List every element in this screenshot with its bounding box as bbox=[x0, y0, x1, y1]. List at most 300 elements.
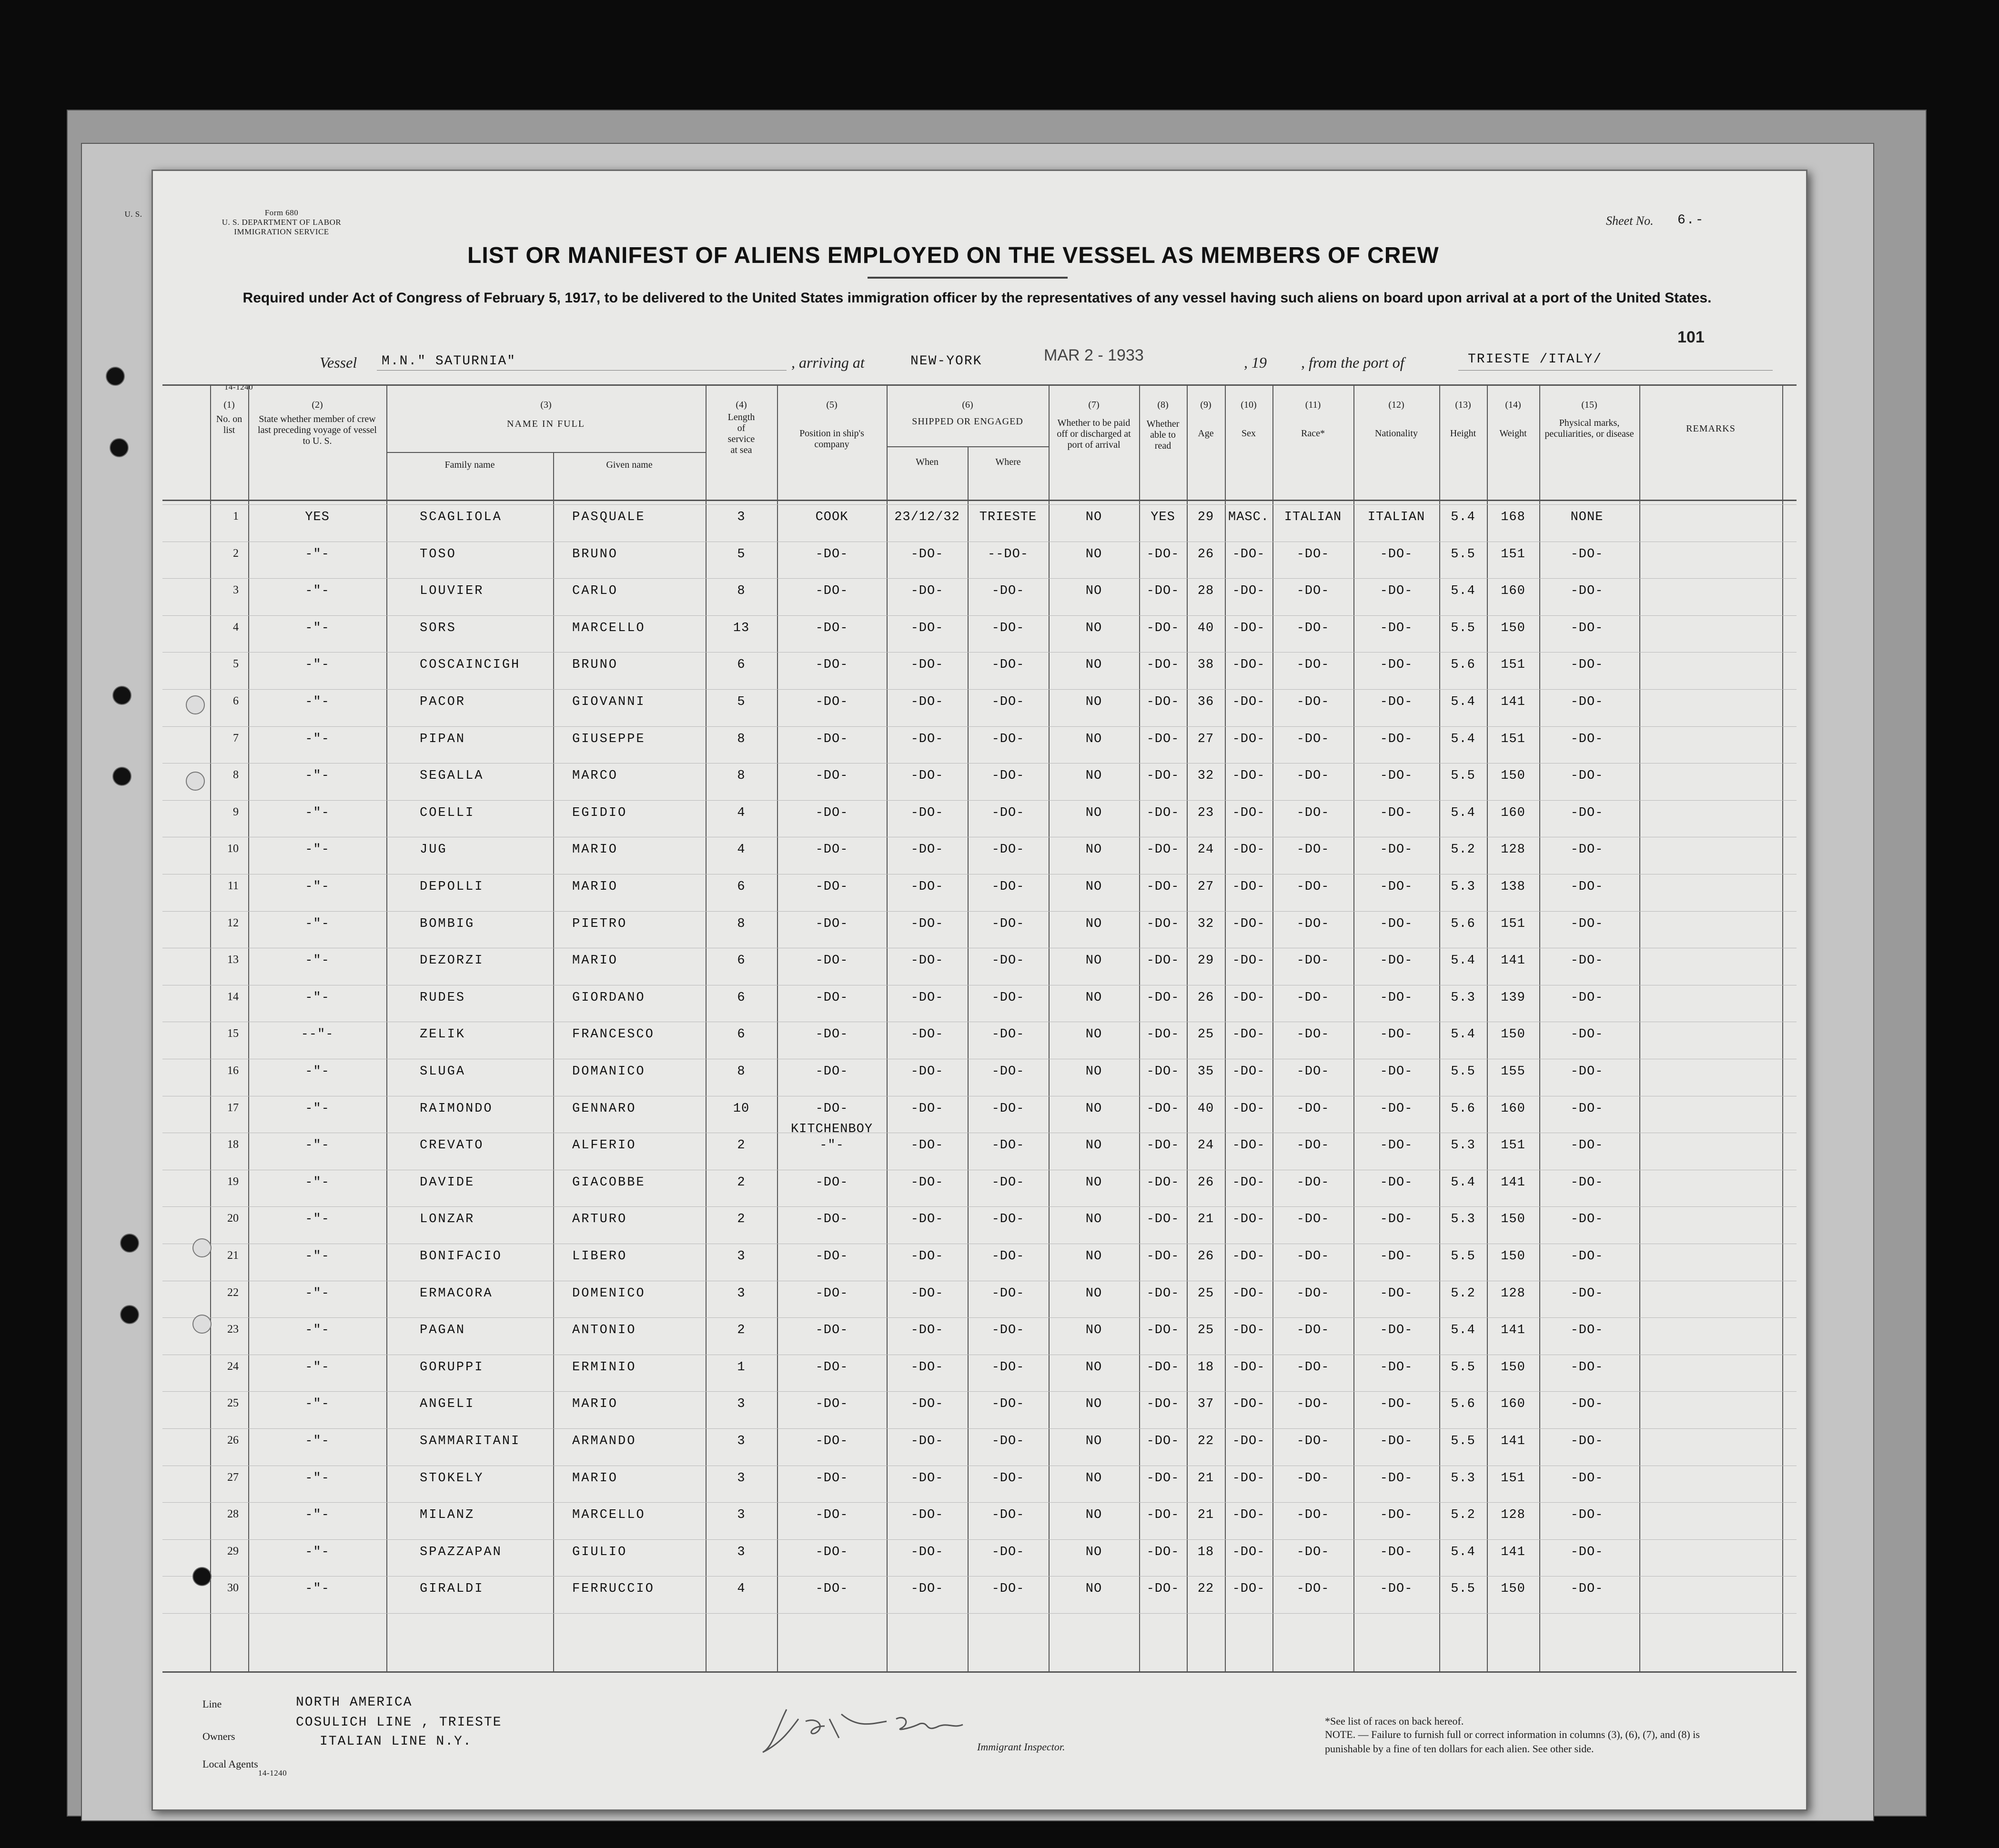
position-cell: -DO- bbox=[815, 805, 848, 820]
service-cell: 3 bbox=[737, 1434, 746, 1448]
col13-number: (13) bbox=[1455, 400, 1471, 410]
row-number: 9 bbox=[233, 805, 239, 818]
ledger-rule bbox=[162, 1206, 1797, 1207]
family-name-cell: ERMACORA bbox=[420, 1286, 493, 1301]
column-divider bbox=[1187, 384, 1188, 1671]
given-name-cell: GIOVANNI bbox=[572, 695, 646, 709]
footer-print-code: 14-1240 bbox=[258, 1768, 287, 1778]
race-cell: -DO- bbox=[1296, 695, 1330, 709]
binder-hole bbox=[186, 772, 205, 791]
when-cell: -DO- bbox=[910, 954, 944, 968]
where-cell: -DO- bbox=[991, 1249, 1025, 1264]
row-number: 2 bbox=[233, 547, 239, 560]
read-cell: -DO- bbox=[1146, 1212, 1180, 1227]
row-number: 23 bbox=[227, 1323, 239, 1336]
prev-cell: -"- bbox=[305, 584, 330, 599]
col2-number: (2) bbox=[312, 400, 323, 410]
nationality-cell: -DO- bbox=[1380, 695, 1413, 709]
read-cell: -DO- bbox=[1146, 843, 1180, 857]
prev-cell: -"- bbox=[305, 880, 330, 894]
service-cell: 3 bbox=[737, 1286, 746, 1301]
sex-cell: -DO- bbox=[1232, 916, 1265, 931]
when-cell: 23/12/32 bbox=[894, 510, 960, 524]
race-cell: -DO- bbox=[1296, 547, 1330, 562]
weight-cell: 168 bbox=[1501, 510, 1525, 524]
prev-cell: -"- bbox=[305, 1508, 330, 1523]
owners-label: Owners bbox=[202, 1730, 235, 1742]
vessel-name: M.N." SATURNIA" bbox=[382, 354, 516, 369]
col15-number: (15) bbox=[1581, 400, 1597, 410]
row-number: 7 bbox=[233, 732, 239, 744]
given-name-cell: DOMENICO bbox=[572, 1286, 646, 1301]
paid-cell: NO bbox=[1085, 1138, 1102, 1153]
paid-cell: NO bbox=[1085, 732, 1102, 746]
paid-cell: NO bbox=[1085, 1545, 1102, 1559]
height-cell: 5.5 bbox=[1451, 1065, 1475, 1079]
race-cell: ITALIAN bbox=[1284, 510, 1342, 524]
sex-cell: -DO- bbox=[1232, 1286, 1265, 1301]
height-cell: 5.2 bbox=[1451, 1286, 1475, 1301]
when-cell: -DO- bbox=[910, 1508, 944, 1523]
when-cell: -DO- bbox=[910, 732, 944, 746]
given-name-cell: FRANCESCO bbox=[572, 1027, 655, 1042]
height-cell: 5.5 bbox=[1451, 1434, 1475, 1448]
age-cell: 32 bbox=[1197, 769, 1214, 783]
marks-cell: NONE bbox=[1570, 510, 1604, 524]
vessel-label: Vessel bbox=[320, 354, 357, 371]
where-cell: -DO- bbox=[991, 1175, 1025, 1190]
age-cell: 24 bbox=[1197, 843, 1214, 857]
position-cell: -DO- bbox=[815, 1101, 848, 1116]
height-cell: 5.5 bbox=[1451, 1582, 1475, 1597]
paid-cell: NO bbox=[1085, 1175, 1102, 1190]
line-value: NORTH AMERICA bbox=[296, 1695, 413, 1710]
read-cell: -DO- bbox=[1146, 1286, 1180, 1301]
weight-cell: 160 bbox=[1501, 805, 1525, 820]
remarks-header: REMARKS bbox=[1686, 423, 1736, 434]
when-cell: -DO- bbox=[910, 769, 944, 783]
where-cell: -DO- bbox=[991, 695, 1025, 709]
where-header: Where bbox=[995, 457, 1021, 467]
paid-cell: NO bbox=[1085, 954, 1102, 968]
sex-cell: -DO- bbox=[1232, 843, 1265, 857]
sex-cell: -DO- bbox=[1232, 621, 1265, 635]
family-name-cell: SORS bbox=[420, 621, 456, 635]
when-cell: -DO- bbox=[910, 1286, 944, 1301]
marks-cell: -DO- bbox=[1570, 732, 1604, 746]
read-cell: -DO- bbox=[1146, 547, 1180, 562]
manifest-page bbox=[151, 170, 1807, 1811]
family-name-cell: JUG bbox=[420, 843, 447, 857]
service-cell: 4 bbox=[737, 1582, 746, 1597]
where-cell: --DO- bbox=[987, 547, 1029, 562]
sex-cell: -DO- bbox=[1232, 1065, 1265, 1079]
from-port-line bbox=[1458, 370, 1773, 371]
family-name-cell: PIPAN bbox=[420, 732, 466, 746]
age-cell: 18 bbox=[1197, 1360, 1214, 1375]
marks-cell: -DO- bbox=[1570, 916, 1604, 931]
when-cell: -DO- bbox=[910, 1434, 944, 1448]
service-cell: 8 bbox=[737, 916, 746, 931]
age-cell: 29 bbox=[1197, 954, 1214, 968]
column-divider bbox=[887, 384, 888, 1671]
row-number: 25 bbox=[227, 1397, 239, 1410]
col7-header: Whether to be paid off or discharged at port of arrival bbox=[1057, 418, 1131, 450]
marks-cell: -DO- bbox=[1570, 1508, 1604, 1523]
family-name-cell: GORUPPI bbox=[420, 1360, 484, 1375]
weight-cell: 141 bbox=[1501, 1434, 1525, 1448]
race-cell: -DO- bbox=[1296, 1508, 1330, 1523]
service-cell: 6 bbox=[737, 880, 746, 894]
paid-cell: NO bbox=[1085, 695, 1102, 709]
arrival-date-stamp: MAR 2 - 1933 bbox=[1044, 346, 1144, 364]
ledger-rule bbox=[162, 578, 1797, 579]
marks-cell: -DO- bbox=[1570, 1582, 1604, 1597]
prev-cell: -"- bbox=[305, 1545, 330, 1559]
race-cell: -DO- bbox=[1296, 1175, 1330, 1190]
paid-cell: NO bbox=[1085, 1212, 1102, 1227]
binder-hole bbox=[192, 1238, 212, 1257]
weight-cell: 151 bbox=[1501, 916, 1525, 931]
race-cell: -DO- bbox=[1296, 1471, 1330, 1486]
nationality-cell: -DO- bbox=[1380, 1360, 1413, 1375]
height-cell: 5.6 bbox=[1451, 1397, 1475, 1412]
row-number: 18 bbox=[227, 1138, 239, 1151]
weight-cell: 141 bbox=[1501, 1175, 1525, 1190]
family-name-cell: PACOR bbox=[420, 695, 466, 709]
marks-cell: -DO- bbox=[1570, 1545, 1604, 1559]
prev-cell: -"- bbox=[305, 658, 330, 673]
read-cell: -DO- bbox=[1146, 1582, 1180, 1597]
service-cell: 3 bbox=[737, 1471, 746, 1486]
where-cell: -DO- bbox=[991, 990, 1025, 1005]
position-cell: -DO- bbox=[815, 1434, 848, 1448]
row-number: 21 bbox=[227, 1249, 239, 1262]
ledger-rule bbox=[162, 726, 1797, 727]
col5-number: (5) bbox=[826, 400, 838, 410]
given-name-cell: LIBERO bbox=[572, 1249, 627, 1264]
race-cell: -DO- bbox=[1296, 1065, 1330, 1079]
marks-cell: -DO- bbox=[1570, 1249, 1604, 1264]
paid-cell: NO bbox=[1085, 990, 1102, 1005]
marks-cell: -DO- bbox=[1570, 843, 1604, 857]
given-name-cell: MARIO bbox=[572, 843, 618, 857]
height-cell: 5.2 bbox=[1451, 843, 1475, 857]
nationality-cell: -DO- bbox=[1380, 880, 1413, 894]
height-cell: 5.4 bbox=[1451, 1545, 1475, 1559]
row-number: 22 bbox=[227, 1286, 239, 1299]
where-cell: -DO- bbox=[991, 1212, 1025, 1227]
form-number: Form 680 U. S. DEPARTMENT OF LABOR IMMIGRATION SERVICE bbox=[222, 208, 342, 236]
weight-cell: 150 bbox=[1501, 1249, 1525, 1264]
paid-cell: NO bbox=[1085, 805, 1102, 820]
position-cell: -DO- bbox=[815, 916, 848, 931]
age-cell: 25 bbox=[1197, 1323, 1214, 1338]
family-name-cell: BONIFACIO bbox=[420, 1249, 502, 1264]
where-cell: -DO- bbox=[991, 1434, 1025, 1448]
local-agents-label: Local Agents bbox=[202, 1758, 258, 1770]
weight-cell: 151 bbox=[1501, 1138, 1525, 1153]
nationality-cell: -DO- bbox=[1380, 1212, 1413, 1227]
sex-cell: -DO- bbox=[1232, 1397, 1265, 1412]
race-cell: -DO- bbox=[1296, 1249, 1330, 1264]
service-cell: 2 bbox=[737, 1175, 746, 1190]
height-cell: 5.3 bbox=[1451, 1471, 1475, 1486]
age-cell: 25 bbox=[1197, 1027, 1214, 1042]
age-cell: 27 bbox=[1197, 732, 1214, 746]
family-name-header: Family name bbox=[444, 460, 495, 470]
where-cell: -DO- bbox=[991, 658, 1025, 673]
service-cell: 4 bbox=[737, 843, 746, 857]
nationality-cell: -DO- bbox=[1380, 990, 1413, 1005]
read-cell: -DO- bbox=[1146, 1138, 1180, 1153]
given-name-cell: ALFERIO bbox=[572, 1138, 636, 1153]
row-number: 17 bbox=[227, 1101, 239, 1114]
when-cell: -DO- bbox=[910, 805, 944, 820]
read-cell: -DO- bbox=[1146, 1545, 1180, 1559]
paid-cell: NO bbox=[1085, 843, 1102, 857]
row-number: 29 bbox=[227, 1545, 239, 1557]
position-cell: -DO- bbox=[815, 1360, 848, 1375]
sex-cell: -DO- bbox=[1232, 990, 1265, 1005]
read-cell: YES bbox=[1151, 510, 1175, 524]
vessel-line bbox=[377, 370, 787, 371]
given-name-cell: MARIO bbox=[572, 880, 618, 894]
prev-cell: -"- bbox=[305, 1286, 330, 1301]
paid-cell: NO bbox=[1085, 1582, 1102, 1597]
service-cell: 6 bbox=[737, 658, 746, 673]
sex-cell: -DO- bbox=[1232, 1101, 1265, 1116]
height-cell: 5.3 bbox=[1451, 1212, 1475, 1227]
age-cell: 22 bbox=[1197, 1434, 1214, 1448]
col2-header: State whether member of crew last preceding voyage of vessel to U. S. bbox=[258, 414, 377, 446]
age-cell: 26 bbox=[1197, 990, 1214, 1005]
marks-cell: -DO- bbox=[1570, 990, 1604, 1005]
race-cell: -DO- bbox=[1296, 1360, 1330, 1375]
sex-cell: -DO- bbox=[1232, 547, 1265, 562]
row-number: 13 bbox=[227, 954, 239, 966]
prev-cell: --"- bbox=[301, 1027, 334, 1042]
prev-cell: -"- bbox=[305, 1212, 330, 1227]
given-name-header: Given name bbox=[606, 460, 653, 470]
position-cell: -DO- bbox=[815, 1286, 848, 1301]
nationality-cell: -DO- bbox=[1380, 621, 1413, 635]
row-number: 16 bbox=[227, 1065, 239, 1077]
given-name-cell: EGIDIO bbox=[572, 805, 627, 820]
col9-number: (9) bbox=[1200, 400, 1212, 410]
given-name-cell: GIULIO bbox=[572, 1545, 627, 1559]
read-cell: -DO- bbox=[1146, 1027, 1180, 1042]
service-cell: 1 bbox=[737, 1360, 746, 1375]
position-cell: -DO- bbox=[815, 1027, 848, 1042]
sex-cell: -DO- bbox=[1232, 658, 1265, 673]
ledger-rule bbox=[162, 1502, 1797, 1503]
paid-cell: NO bbox=[1085, 510, 1102, 524]
position-cell: -DO- bbox=[815, 1175, 848, 1190]
marks-cell: -DO- bbox=[1570, 1434, 1604, 1448]
when-cell: -DO- bbox=[910, 990, 944, 1005]
position-ditto-cell: -"- bbox=[819, 1138, 844, 1153]
given-name-cell: ARTURO bbox=[572, 1212, 627, 1227]
read-cell: -DO- bbox=[1146, 1175, 1180, 1190]
sex-cell: -DO- bbox=[1232, 1249, 1265, 1264]
owners-value: COSULICH LINE , TRIESTE bbox=[296, 1715, 502, 1730]
race-cell: -DO- bbox=[1296, 732, 1330, 746]
col1-number: (1) bbox=[223, 400, 235, 410]
height-cell: 5.4 bbox=[1451, 1323, 1475, 1338]
read-cell: -DO- bbox=[1146, 658, 1180, 673]
marks-cell: -DO- bbox=[1570, 805, 1604, 820]
height-cell: 5.4 bbox=[1451, 584, 1475, 599]
paid-cell: NO bbox=[1085, 1027, 1102, 1042]
marks-cell: -DO- bbox=[1570, 880, 1604, 894]
nationality-cell: -DO- bbox=[1380, 1471, 1413, 1486]
paid-cell: NO bbox=[1085, 1360, 1102, 1375]
family-name-cell: SPAZZAPAN bbox=[420, 1545, 502, 1559]
marks-cell: -DO- bbox=[1570, 695, 1604, 709]
where-cell: -DO- bbox=[991, 1508, 1025, 1523]
family-name-cell: PAGAN bbox=[420, 1323, 466, 1338]
sex-cell: -DO- bbox=[1232, 1175, 1265, 1190]
read-cell: -DO- bbox=[1146, 621, 1180, 635]
row-number: 5 bbox=[233, 658, 239, 671]
row-number: 6 bbox=[233, 695, 239, 707]
row-number: 20 bbox=[227, 1212, 239, 1225]
paid-cell: NO bbox=[1085, 1249, 1102, 1264]
height-cell: 5.4 bbox=[1451, 1027, 1475, 1042]
column-divider bbox=[1487, 384, 1488, 1671]
column-divider bbox=[1439, 384, 1440, 1671]
column-divider bbox=[1639, 384, 1640, 1671]
age-cell: 21 bbox=[1197, 1212, 1214, 1227]
service-cell: 5 bbox=[737, 547, 746, 562]
marks-cell: -DO- bbox=[1570, 1397, 1604, 1412]
when-cell: -DO- bbox=[910, 1397, 944, 1412]
when-cell: -DO- bbox=[910, 916, 944, 931]
back-sheet-us-label: U. S. bbox=[124, 210, 142, 219]
weight-cell: 160 bbox=[1501, 584, 1525, 599]
given-name-cell: MARCELLO bbox=[572, 1508, 646, 1523]
marks-cell: -DO- bbox=[1570, 621, 1604, 635]
weight-cell: 150 bbox=[1501, 1582, 1525, 1597]
read-cell: -DO- bbox=[1146, 880, 1180, 894]
weight-cell: 150 bbox=[1501, 769, 1525, 783]
race-cell: -DO- bbox=[1296, 1027, 1330, 1042]
where-cell: -DO- bbox=[991, 1397, 1025, 1412]
prev-cell: -"- bbox=[305, 916, 330, 931]
nationality-cell: -DO- bbox=[1380, 1175, 1413, 1190]
given-name-cell: MARCO bbox=[572, 769, 618, 783]
prev-cell: -"- bbox=[305, 1360, 330, 1375]
race-cell: -DO- bbox=[1296, 769, 1330, 783]
ledger-rule bbox=[162, 615, 1797, 616]
age-cell: 29 bbox=[1197, 510, 1214, 524]
sex-cell: -DO- bbox=[1232, 769, 1265, 783]
race-cell: -DO- bbox=[1296, 805, 1330, 820]
age-cell: 38 bbox=[1197, 658, 1214, 673]
family-name-cell: TOSO bbox=[420, 547, 456, 562]
binder-hole bbox=[106, 367, 125, 386]
height-cell: 5.6 bbox=[1451, 658, 1475, 673]
binder-hole bbox=[112, 686, 131, 705]
name-subheader-rule bbox=[386, 452, 706, 453]
col5-header: Position in ship's company bbox=[799, 428, 864, 450]
marks-cell: -DO- bbox=[1570, 1065, 1604, 1079]
where-cell: -DO- bbox=[991, 1101, 1025, 1116]
ledger-rule bbox=[162, 800, 1797, 801]
marks-cell: -DO- bbox=[1570, 1360, 1604, 1375]
row-number: 14 bbox=[227, 990, 239, 1003]
paid-cell: NO bbox=[1085, 916, 1102, 931]
binder-hole bbox=[120, 1234, 139, 1253]
sheet-number-label: Sheet No. bbox=[1606, 214, 1654, 228]
age-cell: 18 bbox=[1197, 1545, 1214, 1559]
prev-cell: -"- bbox=[305, 1249, 330, 1264]
col1-header: No. on list bbox=[216, 414, 242, 435]
ledger-rule bbox=[162, 689, 1797, 690]
ledger-rule bbox=[162, 1391, 1797, 1392]
weight-cell: 150 bbox=[1501, 1027, 1525, 1042]
ledger-rule bbox=[162, 1613, 1797, 1614]
position-cell: -DO- bbox=[815, 1249, 848, 1264]
col12-header: Nationality bbox=[1375, 428, 1418, 439]
height-cell: 5.4 bbox=[1451, 1175, 1475, 1190]
service-cell: 3 bbox=[737, 510, 746, 524]
nationality-cell: -DO- bbox=[1380, 1065, 1413, 1079]
read-cell: -DO- bbox=[1146, 1508, 1180, 1523]
given-name-cell: MARIO bbox=[572, 1397, 618, 1412]
prev-cell: -"- bbox=[305, 695, 330, 709]
row-number: 28 bbox=[227, 1508, 239, 1521]
service-cell: 2 bbox=[737, 1138, 746, 1153]
family-name-cell: SAMMARITANI bbox=[420, 1434, 521, 1448]
read-cell: -DO- bbox=[1146, 1065, 1180, 1079]
read-cell: -DO- bbox=[1146, 1397, 1180, 1412]
row-number: 3 bbox=[233, 584, 239, 597]
where-cell: -DO- bbox=[991, 732, 1025, 746]
service-cell: 2 bbox=[737, 1212, 746, 1227]
col13-header: Height bbox=[1450, 428, 1476, 439]
height-cell: 5.4 bbox=[1451, 510, 1475, 524]
read-cell: -DO- bbox=[1146, 1101, 1180, 1116]
nationality-cell: -DO- bbox=[1380, 954, 1413, 968]
paid-cell: NO bbox=[1085, 584, 1102, 599]
when-cell: -DO- bbox=[910, 1065, 944, 1079]
paid-cell: NO bbox=[1085, 547, 1102, 562]
marks-cell: -DO- bbox=[1570, 1212, 1604, 1227]
nationality-cell: -DO- bbox=[1380, 843, 1413, 857]
paid-cell: NO bbox=[1085, 621, 1102, 635]
column-divider bbox=[1272, 384, 1273, 1671]
nationality-cell: -DO- bbox=[1380, 1286, 1413, 1301]
column-divider bbox=[1049, 384, 1050, 1671]
where-cell: -DO- bbox=[991, 843, 1025, 857]
ledger-rule bbox=[162, 1539, 1797, 1540]
age-cell: 24 bbox=[1197, 1138, 1214, 1153]
paid-cell: NO bbox=[1085, 1101, 1102, 1116]
where-cell: -DO- bbox=[991, 805, 1025, 820]
marks-cell: -DO- bbox=[1570, 658, 1604, 673]
age-cell: 26 bbox=[1197, 547, 1214, 562]
weight-cell: 151 bbox=[1501, 732, 1525, 746]
position-cell: -DO- bbox=[815, 843, 848, 857]
binder-hole bbox=[192, 1315, 212, 1334]
nationality-cell: -DO- bbox=[1380, 805, 1413, 820]
height-cell: 5.4 bbox=[1451, 805, 1475, 820]
family-name-cell: LOUVIER bbox=[420, 584, 484, 599]
column-divider bbox=[1225, 384, 1226, 1671]
height-cell: 5.5 bbox=[1451, 769, 1475, 783]
